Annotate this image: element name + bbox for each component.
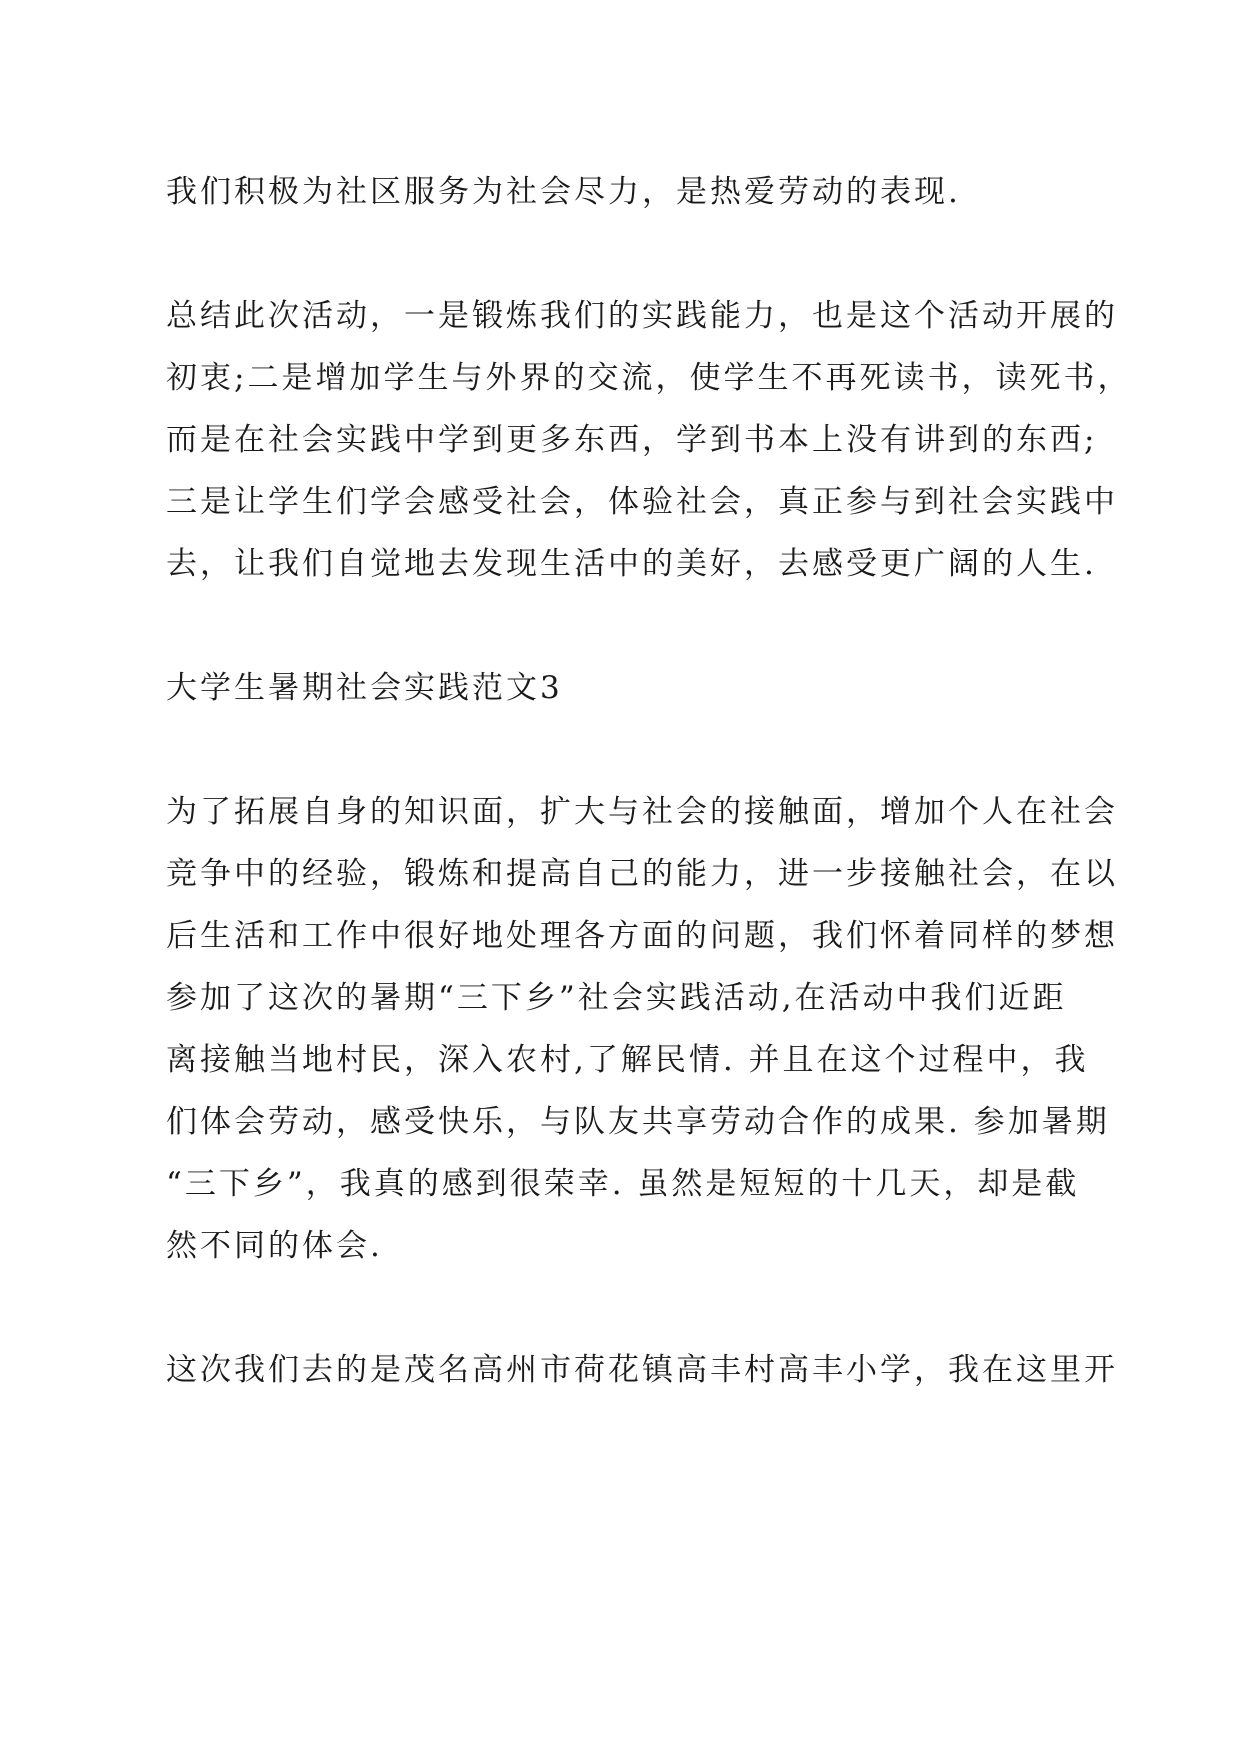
document-body bbox=[166, 161, 1132, 1401]
text-line: 初衷;二是增加学生与外界的交流，使学生不再死读书，读死书， bbox=[166, 360, 1132, 396]
text-line: 这次我们去的是茂名高州市荷花镇高丰村高丰小学，我在这里开 bbox=[166, 1352, 1118, 1388]
heading-line: 大学生暑期社会实践范文3 bbox=[166, 670, 563, 706]
text-line: 而是在社会实践中学到更多东西，学到书本上没有讲到的东西; bbox=[166, 422, 1098, 458]
paragraph-gap bbox=[166, 1277, 1098, 1339]
text-line: 竞争中的经验，锻炼和提高自己的能力，进一步接触社会，在以 bbox=[166, 856, 1118, 892]
text-line: 然不同的体会. bbox=[166, 1228, 383, 1264]
text-line: 为了拓展自身的知识面，扩大与社会的接触面，增加个人在社会 bbox=[166, 794, 1118, 830]
paragraph-2 bbox=[166, 285, 1132, 595]
text-line: 总结此次活动，一是锻炼我们的实践能力，也是这个活动开展的 bbox=[166, 298, 1118, 334]
paragraph-gap bbox=[166, 719, 1098, 781]
text-line: 三是让学生们学会感受社会，体验社会，真正参与到社会实践中 bbox=[166, 484, 1118, 520]
text-line: 去，让我们自觉地去发现生活中的美好，去感受更广阔的人生. bbox=[166, 546, 1097, 582]
paragraph-gap bbox=[166, 223, 1098, 285]
text-line: 参加了这次的暑期“三下乡”社会实践活动,在活动中我们近距 bbox=[166, 980, 1067, 1016]
section-heading bbox=[166, 657, 1098, 719]
paragraph-1 bbox=[166, 161, 1098, 223]
text-line: “三下乡”，我真的感到很荣幸. 虽然是短短的十几天，却是截 bbox=[166, 1166, 1080, 1202]
text-line: 离接触当地村民，深入农村,了解民情. 并且在这个过程中，我 bbox=[166, 1042, 1089, 1078]
paragraph-gap bbox=[166, 595, 1098, 657]
text-line: 们体会劳动，感受快乐，与队友共享劳动合作的成果. 参加暑期 bbox=[166, 1104, 1110, 1140]
text-line: 我们积极为社区服务为社会尽力，是热爱劳动的表现. bbox=[166, 174, 961, 210]
text-line: 后生活和工作中很好地处理各方面的问题，我们怀着同样的梦想 bbox=[166, 918, 1118, 954]
paragraph-4 bbox=[166, 781, 1118, 1277]
paragraph-5 bbox=[166, 1339, 1118, 1401]
